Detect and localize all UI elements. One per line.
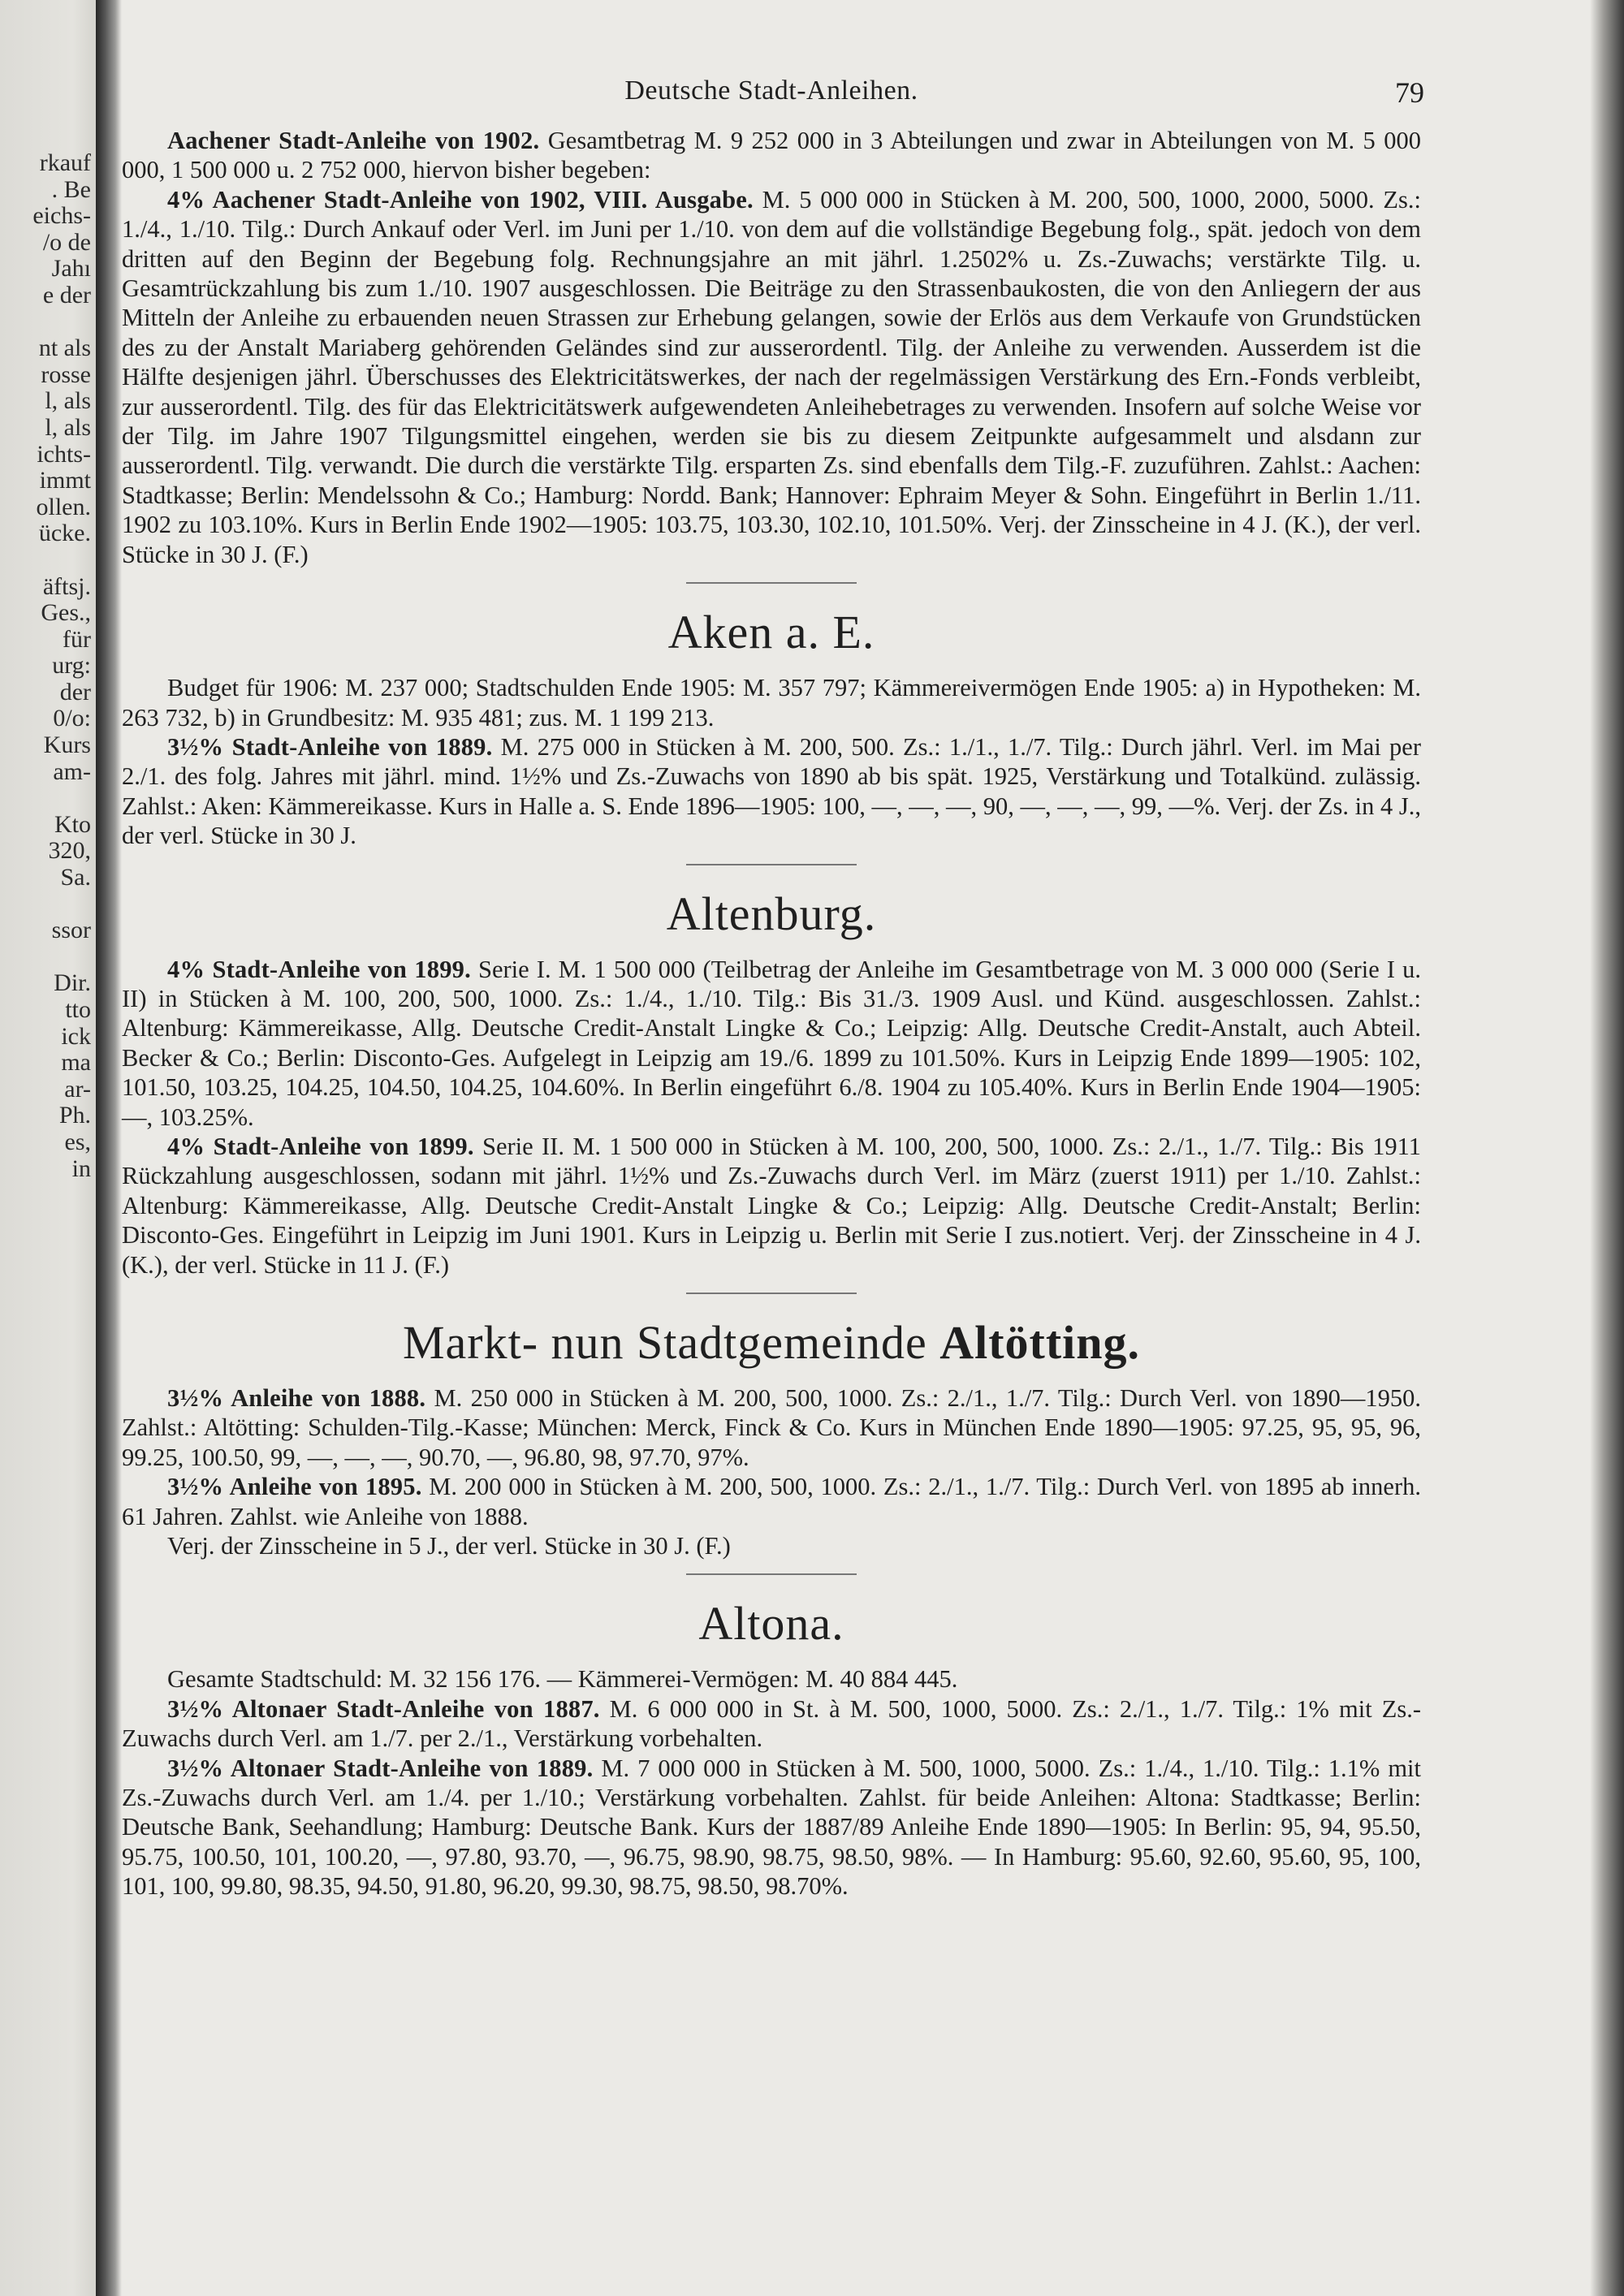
loan-title: Aachener Stadt-Anleihe von 1902.: [167, 127, 540, 154]
previous-page-fragment: nt als: [38, 335, 91, 362]
loan-title: 3½% Anleihe von 1895.: [167, 1473, 422, 1501]
previous-page-fragment: der: [59, 679, 91, 706]
previous-page-fragment: Jahı: [51, 256, 91, 283]
previous-page-fragments: [0, 150, 91, 1182]
altoetting-limitation: Verj. der Zinsscheine in 5 J., der verl. Stücke in 30 J. (F.): [167, 1532, 731, 1560]
running-title: Deutsche Stadt-Anleihen.: [624, 76, 918, 106]
book-gutter-shadow: [96, 0, 122, 2296]
previous-page-fragment: immt: [39, 468, 91, 494]
loan-text: M. 200 000 in Stücken à M. 200, 500, 1000. Zs.: 2./1., 1./7. Tilg.: Durch Verl. von 1895 ab innerh. 61 Jahren. Zahlst. wie Anleihe von 1888.: [122, 1473, 1421, 1530]
section-altona: [122, 1664, 1421, 1901]
section-aachen: [122, 126, 1421, 569]
previous-page-fragment: am-: [53, 758, 91, 785]
previous-page-fragment: Ph.: [58, 1103, 91, 1129]
previous-page-fragment: e der: [42, 282, 91, 309]
aachen-loan-overview: [122, 126, 1421, 185]
section-divider: [686, 1293, 857, 1294]
previous-page-fragment: eichs-: [32, 203, 91, 230]
section-divider: [686, 1573, 857, 1575]
altenburg-loan-serie-ii: [122, 1132, 1421, 1280]
loan-text: M. 250 000 in Stücken à M. 200, 500, 1000. Zs.: 2./1., 1./7. Tilg.: Durch Verl. von 1890—1950. Zahlst.: Altötting: Schulden-Tilg.-Kasse; München: Merck, Finck & Co. Kurs in München Ende 1890—1905: 97.25, 95, 95, 96, 99.25, 100.50, 99, —, —, —, 90.70, —, 96.80, 98, 97.70, 97%.: [122, 1384, 1421, 1471]
previous-page-fragment: ücke.: [38, 520, 91, 547]
previous-page-fold: [0, 0, 104, 2296]
heading-aken: Aken a. E.: [667, 606, 875, 659]
loan-text: M. 5 000 000 in Stücken à M. 200, 500, 1000, 2000, 5000. Zs.: 1./4., 1./10. Tilg.: Durch Ankauf oder Verl. im Juni per 1./10. von dem auf die vollständige Begebung folg., spät. jedoch von dem dritten auf den Beginn der Begebung folg. Rechnungsjahre an mit jährl. 1.2502% u. Zs.-Zuwachs; verstärkte Tilg. u. Gesamtrückzahlung bis zum 1./10. 1907 ausgeschlossen. Die Beiträge zu den Strassenbaukosten, die von den Anliegern der aus Mitteln der Anleihe zu erbauenden neuen Strassen zur Erhebung gelangen, sowie der Erlös aus dem Verkaufe von Grundstücken des zu der Anstalt Mariaberg gehörenden Geländes sind zur ausserordentl. Tilg. der Anleihe zu verwenden. Ausserdem ist die Hälfte desjenigen jährl. Überschusses des Elektricitätswerkes, der nach der regelmässigen Verstärkung des Ern.-Fonds verbleibt, zur ausserordentl. Tilg. des für das Elektricitätswerk aufgewendeten Anleihebetrages zu verwenden. Insofern auf solche Weise vor der Tilg. im Jahre 1907 Tilgungsmittel eingehen, werden sie bis zu diesem Zeitpunkte aufgesammelt und alsdann zur ausserordentl. Tilg. verwandt. Die durch die verstärkte Tilg. ersparten Zs. sind ebenfalls dem Tilg.-F. zuzuführen. Zahlst.: Aachen: Stadtkasse; Berlin: Mendelssohn & Co.; Hamburg: Nordd. Bank; Hannover: Ephraim Meyer & Sohn. Eingeführt in Berlin 1./11. 1902 zu 103.10%. Kurs in Berlin Ende 1902—1905: 103.75, 103.30, 102.10, 101.50%. Verj. der Zinsscheine in 4 J. (K.), der verl. Stücke in 30 J. (F.): [122, 185, 1421, 568]
previous-page-fragment: Sa.: [60, 865, 91, 891]
previous-page-fragment: [0, 944, 91, 971]
previous-page-fragment: rosse: [41, 361, 91, 388]
running-head: [122, 69, 1424, 126]
section-altenburg: [122, 955, 1421, 1280]
altenburg-loan-serie-i: [122, 955, 1421, 1132]
previous-page-fragment: rkauf: [39, 150, 91, 176]
previous-page-fragment: Kurs: [43, 732, 91, 759]
loan-text: Gesamtbetrag M. 9 252 000 in 3 Abteilungen und zwar in Abteilungen von M. 5 000 000, 1 500 000 u. 2 752 000, hiervon bisher begeben:: [122, 127, 1421, 184]
page-edge-shadow: [1590, 0, 1624, 2296]
previous-page-fragment: Kto: [54, 811, 91, 838]
previous-page-fragment: ollen.: [36, 494, 91, 520]
loan-text: Serie I. M. 1 500 000 (Teilbetrag der Anleihe im Gesamtbetrage von M. 3 000 000 (Serie I u. II) in Stücken à M. 100, 200, 500, 1000. Zs.: 1./4., 1./10. Tilg.: Bis 31./3. 1909 Ausl. und Künd. ausgeschlossen. Zahlst.: Altenburg: Kämmereikasse, Allg. Deutsche Credit-Anstalt Lingke & Co.; Leipzig: Allg. Deutsche Credit-Anstalt, auch Abteil. Becker & Co.; Berlin: Disconto-Ges. Aufgelegt in Leipzig am 19./6. 1899 zu 101.50%. Kurs in Leipzig Ende 1899—1905: 102, 101.50, 103.25, 104.25, 104.50, 104.25, 104.60%. In Berlin eingeführt 6./8. 1904 zu 105.40%. Kurs in Berlin Ende 1904—1905: —, 103.25%.: [122, 955, 1421, 1131]
loan-title: 3½% Altonaer Stadt-Anleihe von 1889.: [167, 1754, 594, 1782]
section-divider: [686, 864, 857, 865]
loan-title: 3½% Anleihe von 1888.: [167, 1384, 426, 1412]
previous-page-fragment: ma: [61, 1050, 91, 1077]
previous-page-fragment: ar-: [64, 1076, 91, 1103]
altoetting-loan-1895: [122, 1472, 1421, 1531]
loan-text: M. 6 000 000 in St. à M. 500, 1000, 5000. Zs.: 2./1., 1./7. Tilg.: 1% mit Zs.-Zuwachs durch Verl. am 1./7. per 2./1., Verstärkung vorbehalten.: [122, 1694, 1421, 1753]
previous-page-fragment: [0, 547, 91, 574]
document-page: [122, 69, 1424, 1901]
previous-page-fragment: für: [63, 626, 91, 653]
previous-page-fragment: [0, 785, 91, 812]
previous-page-fragment: [0, 891, 91, 918]
loan-title: 4% Stadt-Anleihe von 1899.: [167, 1132, 474, 1160]
previous-page-fragment: es,: [64, 1129, 91, 1155]
previous-page-fragment: ichts-: [37, 441, 91, 468]
previous-page-fragment: in: [71, 1155, 91, 1182]
loan-title: 3½% Stadt-Anleihe von 1889.: [167, 732, 493, 761]
loan-text: M. 7 000 000 in Stücken à M. 500, 1000, 5000. Zs.: 1./4., 1./10. Tilg.: 1.1% mit Zs.-Zuwachs durch Verl. am 1./4. per 1./10.; Verstärkung vorbehalten. Zahlst. für beide Anleihen: Altona: Stadtkasse; Berlin: Deutsche Bank, Seehandlung; Hamburg: Deutsche Bank. Kurs der 1887/89 Anleihe Ende 1890—1905: In Berlin: 95, 94, 95.50, 95.75, 100.50, 101, 100.20, —, 97.80, 93.70, —, 96.75, 98.90, 98.75, 98.50, 98%. — In Hamburg: 95.60, 92.60, 95.60, 95, 100, 101, 100, 99.80, 98.35, 94.50, 91.80, 96.20, 99.30, 98.75, 98.50, 98.70%.: [122, 1754, 1421, 1901]
page-number: 79: [1395, 76, 1424, 109]
previous-page-fragment: ick: [61, 1023, 91, 1050]
previous-page-fragment: tto: [65, 997, 91, 1023]
previous-page-fragment: l, als: [45, 414, 91, 441]
heading-altona: Altona.: [698, 1597, 844, 1651]
loan-text: M. 275 000 in Stücken à M. 200, 500. Zs.: 1./1., 1./7. Tilg.: Durch jährl. Verl. im Mai per 2./1. des folg. Jahres mit jährl. mind. 1½% und Zs.-Zuwachs von 1890 ab bis spät. 1925, Verstärkung und Totalkünd. zulässig. Zahlst.: Aken: Kämmereikasse. Kurs in Halle a. S. Ende 1896—1905: 100, —, —, —, 90, —, —, —, 99, —%. Verj. der Zs. in 4 J., der verl. Stücke in 30 J.: [122, 732, 1421, 850]
previous-page-fragment: 0/o:: [53, 706, 91, 732]
previous-page-fragment: /o de: [42, 229, 91, 256]
previous-page-fragment: urg:: [52, 653, 91, 680]
heading-prefix: Markt- nun Stadtgemeinde: [402, 1316, 940, 1369]
previous-page-fragment: Ges.,: [41, 600, 91, 627]
loan-text: Serie II. M. 1 500 000 in Stücken à M. 100, 200, 500, 1000. Zs.: 2./1., 1./7. Tilg.: Bis 1911 Rückzahlung ausgeschlossen, sodann mit jährl. 1½% und Zs.-Zuwachs durch Verl. im März (zuerst 1911) per 1./10. Zahlst.: Altenburg: Kämmereikasse, Allg. Deutsche Credit-Anstalt Lingke & Co.; Leipzig: Allg. Deutsche Credit-Anstalt; Berlin: Disconto-Ges. Eingeführt in Leipzig im Juni 1901. Kurs in Leipzig u. Berlin mit Serie I zus.notiert. Verj. der Zinsscheine in 4 J. (K.), der verl. Stücke in 11 J. (F.): [122, 1132, 1421, 1279]
aken-loan-1889: [122, 732, 1421, 851]
loan-title: 3½% Altonaer Stadt-Anleihe von 1887.: [167, 1694, 600, 1723]
previous-page-fragment: l, als: [45, 388, 91, 415]
previous-page-fragment: äftsj.: [42, 573, 91, 600]
section-aken: [122, 673, 1421, 850]
heading-city: Altötting.: [939, 1316, 1141, 1369]
loan-title: 4% Stadt-Anleihe von 1899.: [167, 955, 471, 983]
previous-page-fragment: . Be: [51, 176, 91, 203]
altona-loan-1887: [122, 1694, 1421, 1754]
previous-page-fragment: [0, 309, 91, 336]
aken-budget: Budget für 1906: M. 237 000; Stadtschulden Ende 1905: M. 357 797; Kämmereivermögen Ende 1905: a) in Hypotheken: M. 263 732, b) in Grundbesitz: M. 935 481; zus. M. 1 199 213.: [122, 674, 1421, 732]
aachen-loan-viii: [122, 185, 1421, 569]
previous-page-fragment: 320,: [48, 838, 91, 865]
altona-loan-1889: [122, 1754, 1421, 1901]
altoetting-loan-1888: [122, 1383, 1421, 1472]
loan-title: 4% Aachener Stadt-Anleihe von 1902, VIII. Ausgabe.: [167, 185, 754, 214]
heading-altenburg: Altenburg.: [666, 887, 877, 940]
altona-debt-summary: Gesamte Stadtschuld: M. 32 156 176. — Kämmerei-Vermögen: M. 40 884 445.: [167, 1665, 958, 1694]
previous-page-fragment: Dir.: [54, 970, 91, 997]
previous-page-fragment: ssor: [51, 917, 91, 944]
section-altoetting: [122, 1383, 1421, 1560]
section-divider: [686, 582, 857, 584]
heading-altoetting: [122, 1317, 1421, 1369]
